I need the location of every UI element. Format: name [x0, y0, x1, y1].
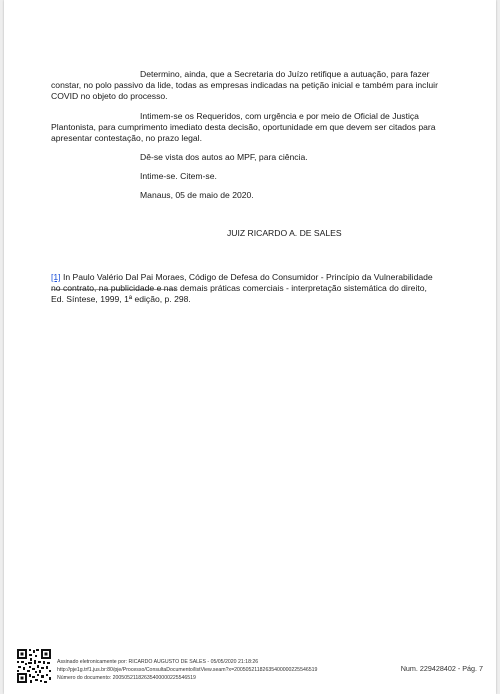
paragraph-citation: Intime-se. Citem-se. [140, 171, 217, 181]
footnote-link[interactable]: [1] [51, 272, 61, 282]
qr-code-icon [16, 648, 52, 684]
page-number: Num. 229428402 - Pág. 7 [400, 664, 483, 673]
paragraph-intimation: Intimem-se os Requeridos, com urgência e por meio de Oficial de Justiça Plantonista, para cumprimento imediato desta decisão, oportunidade em que devem ser citados para apresentar contestação, no prazo legal. [51, 111, 436, 143]
footer-document-number: Número do documento: 20050521182635400000225546519 [57, 675, 196, 681]
document-page [4, 0, 496, 694]
date-line: Manaus, 05 de maio de 2020. [140, 190, 254, 200]
footer-url-link[interactable]: http://pje1g.trf1.jus.br:80/pje/Processo/ConsultaDocumento/listView.seam?x=20050521182635400000225546519 [57, 667, 318, 673]
paragraph-mpf: Dê-se vista dos autos ao MPF, para ciência. [140, 152, 308, 162]
footer-signed-by: Assinado eletronicamente por: RICARDO AUGUSTO DE SALES - 05/05/2020 21:18:26 [57, 659, 259, 665]
footnote-text: In Paulo Valério Dal Pai Moraes, Código de Defesa do Consumidor - Princípio da Vulnerabilidade no contrato, na publicidade e nas demais práticas comerciais - interpretação sistemática do direito, Ed. Síntese, 1999, 1ª edição, p. 298. [51, 272, 433, 304]
judge-signature: JUIZ RICARDO A. DE SALES [227, 228, 342, 238]
paragraph-retification: Determino, ainda, que a Secretaria do Juízo retifique a autuação, para fazer constar, no polo passivo da lide, todas as empresas indicadas na petição inicial e também para incluir COVID no objeto do processo. [51, 69, 438, 101]
footnote [51, 272, 441, 305]
